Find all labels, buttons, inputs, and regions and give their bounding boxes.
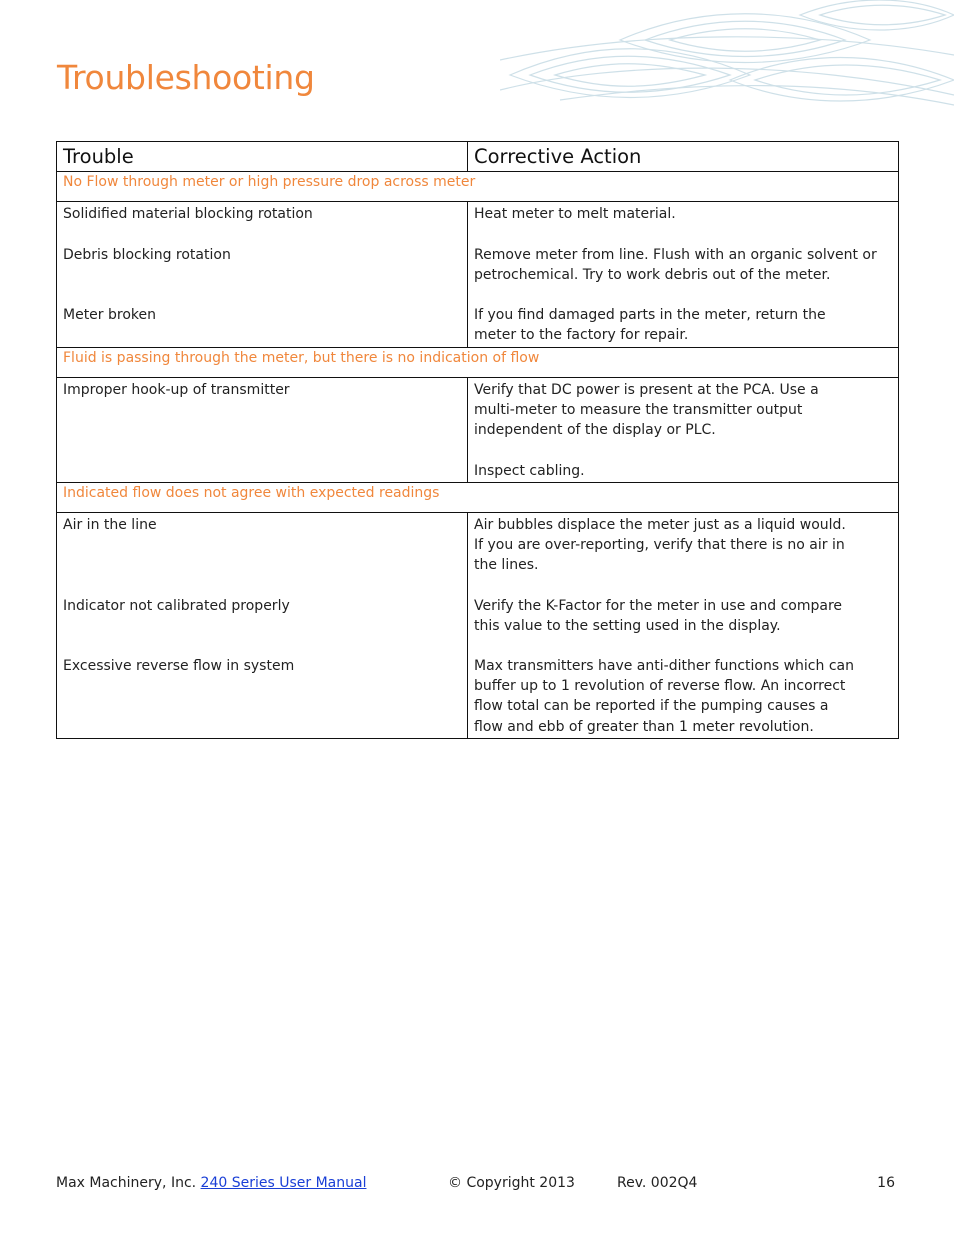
trouble-text: Excessive reverse flow in system xyxy=(63,657,295,674)
section-heading-no-indication: Fluid is passing through the meter, but there is no indication of flow xyxy=(57,347,899,377)
table-row xyxy=(57,512,899,738)
section-row xyxy=(57,347,899,377)
trouble-text: Improper hook-up of transmitter xyxy=(63,381,290,398)
action-text: Verify that DC power is present at the PCA. Use a multi-meter to measure the transmitter output independent of the display or PLC. xyxy=(474,381,819,439)
action-text: Heat meter to melt material. xyxy=(474,206,676,222)
action-cell xyxy=(468,377,899,482)
section-heading-no-flow: No Flow through meter or high pressure drop across meter xyxy=(57,172,899,202)
column-header-corrective-action: Corrective Action xyxy=(468,142,899,172)
action-cell xyxy=(468,512,899,738)
table-header-row xyxy=(57,142,899,172)
manual-link[interactable]: 240 Series User Manual xyxy=(200,1175,367,1191)
action-text: Remove meter from line. Flush with an organic solvent or petrochemical. Try to work debris out of the meter. xyxy=(474,247,877,284)
table-row xyxy=(57,377,899,482)
column-header-trouble: Trouble xyxy=(57,142,468,172)
action-text: Air bubbles displace the meter just as a liquid would. If you are over-reporting, verify that there is no air in the lines. xyxy=(474,516,846,574)
footer-company: Max Machinery, Inc. xyxy=(56,1175,197,1191)
footer-company-and-manual xyxy=(56,1175,366,1191)
trouble-cell xyxy=(57,377,468,482)
section-heading-flow-disagree: Indicated flow does not agree with expected readings xyxy=(57,482,899,512)
section-row xyxy=(57,482,899,512)
action-text: If you find damaged parts in the meter, return the meter to the factory for repair. xyxy=(474,307,826,344)
action-text: Max transmitters have anti-dither functions which can buffer up to 1 revolution of reverse flow. An incorrect flow total can be reported if the pumping causes a flow and ebb of greater than 1 meter revolution. xyxy=(474,657,854,735)
action-text: Verify the K-Factor for the meter in use and compare this value to the setting used in the display. xyxy=(474,597,843,635)
trouble-text: Meter broken xyxy=(63,307,156,323)
page-footer xyxy=(56,1175,896,1197)
table-row xyxy=(57,202,899,348)
trouble-cell xyxy=(57,512,468,738)
decorative-wave-pattern xyxy=(500,0,954,110)
trouble-text: Solidified material blocking rotation xyxy=(63,206,313,222)
action-text: Inspect cabling. xyxy=(474,462,585,479)
trouble-text: Debris blocking rotation xyxy=(63,247,231,263)
page-title: Troubleshooting xyxy=(57,58,315,97)
footer-revision: Rev. 002Q4 xyxy=(617,1175,698,1191)
trouble-text: Indicator not calibrated properly xyxy=(63,597,290,614)
action-cell xyxy=(468,202,899,348)
trouble-cell xyxy=(57,202,468,348)
troubleshooting-table xyxy=(56,141,899,739)
section-row xyxy=(57,172,899,202)
page-number: 16 xyxy=(877,1175,895,1191)
footer-copyright: © Copyright 2013 xyxy=(448,1175,575,1191)
trouble-text: Air in the line xyxy=(63,516,157,533)
